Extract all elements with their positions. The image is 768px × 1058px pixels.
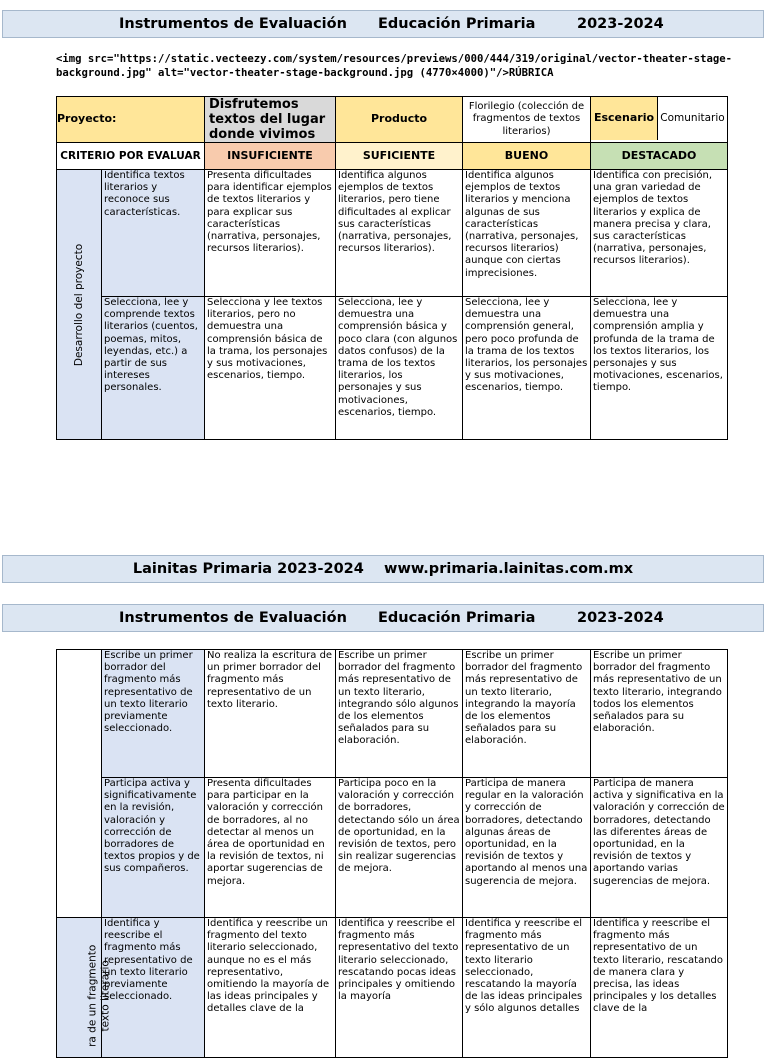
- criterio-cell: Identifica textos literarios y reconoce sus características.: [102, 170, 205, 297]
- header-subtitle: Educación Primaria: [378, 16, 536, 32]
- level-suficiente: SUFICIENTE: [336, 143, 463, 170]
- rubric-table-continued: [56, 649, 728, 1058]
- header-subtitle: Educación Primaria: [378, 610, 536, 626]
- insuficiente-cell: Selecciona y lee textos literarios, pero no demuestra una comprensión básica de la trama, los personajes y sus motivaciones, escenarios, tiempo.: [205, 297, 336, 440]
- suficiente-cell: Escribe un primer borrador del fragmento más representativo de un texto literario, integrando sólo algunos de los elementos señalados para su elaboración.: [336, 650, 463, 778]
- table-row: [57, 650, 728, 778]
- suficiente-cell: Identifica y reescribe el fragmento más representativo del texto literario seleccionado, rescatando pocas ideas principales y omitiendo la mayoría: [336, 918, 463, 1058]
- header-year: 2023-2024: [577, 610, 664, 626]
- producto-label: Producto: [336, 97, 463, 143]
- site-banner-text: Lainitas Primaria 2023-2024 www.primaria.lainitas.com.mx: [132, 561, 634, 577]
- proyecto-label: Proyecto:: [57, 112, 117, 126]
- insuficiente-cell: Identifica y reescribe un fragmento del texto literario seleccionado, aunque no es el más representativo, omitiendo la mayoría de las ideas principales y detalles clave de la: [205, 918, 336, 1058]
- insuficiente-cell: Presenta dificultades para identificar ejemplos de textos literarios y para explicar sus características (narrativa, personajes, recursos literarios).: [205, 170, 336, 297]
- destacado-cell: Identifica y reescribe el fragmento más representativo de un texto literario, rescatando de manera clara y precisa, las ideas principales y los detalles clave de la: [591, 918, 728, 1058]
- header-banner: [2, 10, 764, 38]
- destacado-cell: Identifica con precisión, una gran variedad de ejemplos de textos literarios y explica de manera precisa y clara, sus características (narrativa, personajes, recursos literarios).: [591, 170, 728, 297]
- bueno-cell: Identifica algunos ejemplos de textos literarios y menciona algunas de sus características (narrativa, personajes, recursos literarios) aunque con ciertas imprecisiones.: [463, 170, 591, 297]
- header-banner: [2, 604, 764, 632]
- section-label: ra de un fragmento texto literario: [86, 944, 112, 1047]
- bueno-cell: Participa de manera regular en la valoración y corrección de borradores, detectando algunas áreas de oportunidad, en la revisión de textos y aportando al menos una sugerencia de mejora.: [463, 778, 591, 918]
- insuficiente-cell: Presenta dificultades para participar en la valoración y corrección de borradores, al no detectar al menos un área de oportunidad en la revisión de textos, ni aportar sugerencias de mejora.: [205, 778, 336, 918]
- header-title: Instrumentos de Evaluación: [119, 16, 347, 32]
- table-row: [57, 918, 728, 1058]
- escenario-value: Comunitario: [660, 112, 725, 125]
- levels-header-row: [57, 143, 728, 170]
- rubric-table: [56, 96, 728, 440]
- bueno-cell: Selecciona, lee y demuestra una comprensión general, pero poco profunda de la trama de los textos literarios, los personajes y sus motivaciones, escenarios, tiempo.: [463, 297, 591, 440]
- destacado-cell: Participa de manera activa y significativa en la valoración y corrección de borradores, detectando las diferentes áreas de oportunidad, en la revisión de textos y aportando varias sugerencias de mejora.: [591, 778, 728, 918]
- bueno-cell: Escribe un primer borrador del fragmento más representativo de un texto literario, integrando la mayoría de los elementos señalados para su elaboración.: [463, 650, 591, 778]
- producto-value: Florilegio (colección de fragmentos de textos literarios): [463, 97, 591, 143]
- insuficiente-cell: No realiza la escritura de un primer borrador del fragmento más representativo de un texto literario.: [205, 650, 336, 778]
- criterio-cell: Escribe un primer borrador del fragmento más representativo de un texto literario previamente seleccionado.: [102, 650, 205, 778]
- table-row: [57, 778, 728, 918]
- table-row: [57, 170, 728, 297]
- proyecto-value: Disfrutemos textos del lugar donde vivimos: [209, 97, 326, 142]
- criterio-cell: Selecciona, lee y comprende textos literarios (cuentos, poemas, mitos, leyendas, etc.) a partir de sus intereses personales.: [102, 297, 205, 440]
- level-bueno: BUENO: [463, 143, 591, 170]
- suficiente-cell: Participa poco en la valoración y corrección de borradores, detectando sólo un área de oportunidad, en la revisión de textos, pero sin realizar sugerencias de mejora.: [336, 778, 463, 918]
- criterio-header: CRITERIO POR EVALUAR: [57, 143, 205, 170]
- criterio-cell: Identifica y reescribe el fragmento más representativo de un texto literario previamente seleccionado.: [102, 918, 205, 1058]
- destacado-cell: Selecciona, lee y demuestra una comprensión amplia y profunda de la trama de los textos literarios, los personajes y sus motivaciones, escenarios, tiempo.: [591, 297, 728, 440]
- site-banner: [2, 555, 764, 583]
- project-info-row: [57, 97, 728, 143]
- criterio-cell: Participa activa y significativamente en la revisión, valoración y corrección de borradores de textos propios y de sus compañeros.: [102, 778, 205, 918]
- escenario-label: Escenario: [591, 97, 658, 140]
- table-row: [57, 297, 728, 440]
- bueno-cell: Identifica y reescribe el fragmento más representativo de un texto literario seleccionado, rescatando la mayoría de las ideas principales y sólo algunos detalles: [463, 918, 591, 1058]
- suficiente-cell: Identifica algunos ejemplos de textos literarios, pero tiene dificultades al explicar sus características (narrativa, personajes, recursos literarios).: [336, 170, 463, 297]
- header-year: 2023-2024: [577, 16, 664, 32]
- level-destacado: DESTACADO: [591, 143, 728, 170]
- destacado-cell: Escribe un primer borrador del fragmento más representativo de un texto literario, integrando todos los elementos señalados para su elaboración.: [591, 650, 728, 778]
- level-insuficiente: INSUFICIENTE: [205, 143, 336, 170]
- header-title: Instrumentos de Evaluación: [119, 610, 347, 626]
- suficiente-cell: Selecciona, lee y demuestra una comprensión básica y poco clara (con algunos datos confusos) de la trama de los textos literarios, los personajes y sus motivaciones, escenarios, tiempo.: [336, 297, 463, 440]
- raw-img-tag-text: <img src="https://static.vecteezy.com/system/resources/previews/000/444/319/original/vector-theater-stage-background.jpg" alt="vector-theater-stage-background.jpg (4770×4000)"/>RÚBRICA: [56, 53, 733, 79]
- section-label: Desarrollo del proyecto: [72, 243, 85, 366]
